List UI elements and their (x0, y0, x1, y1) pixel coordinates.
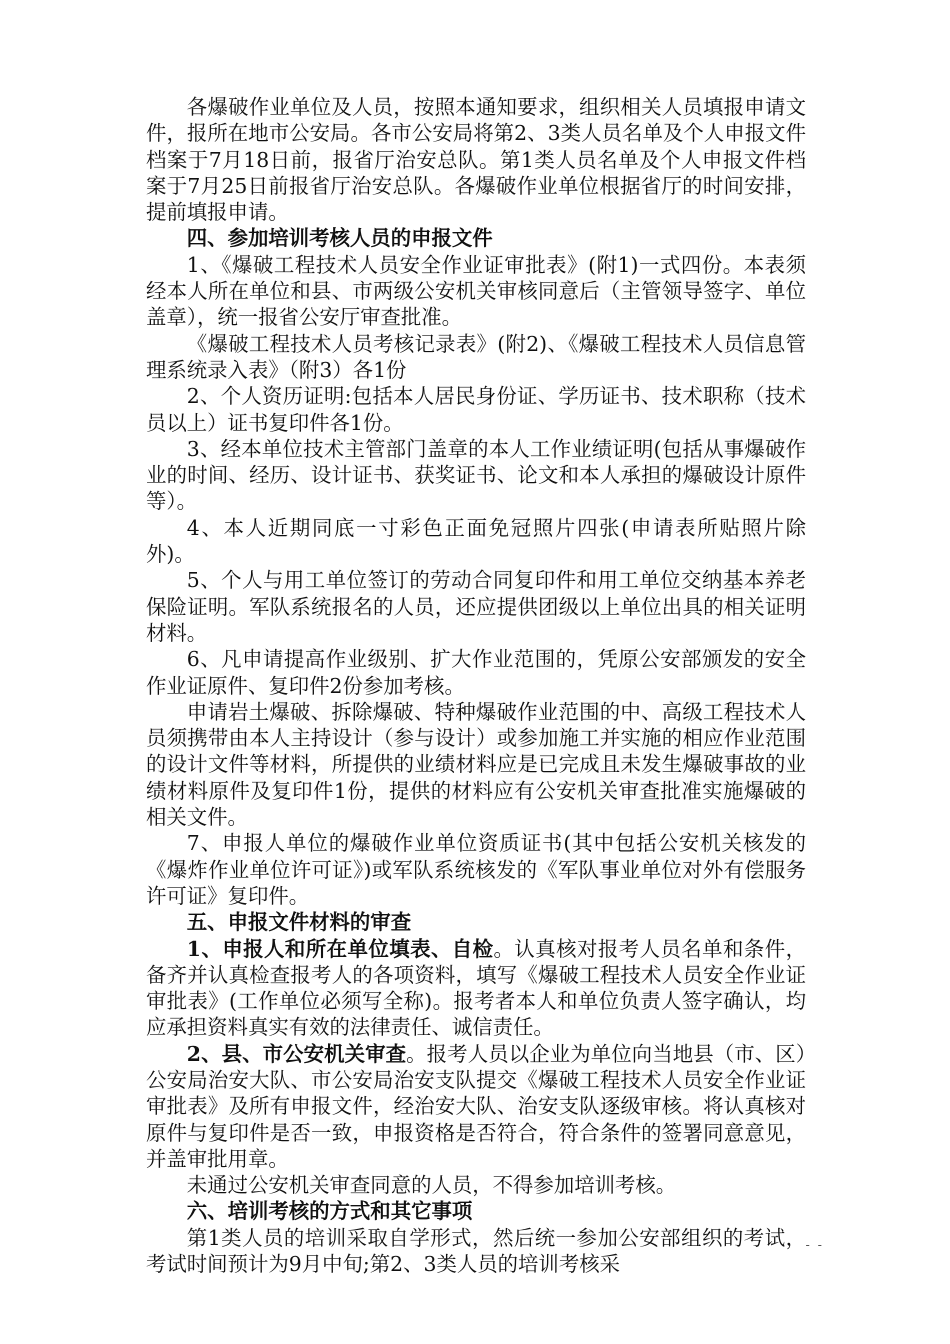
paragraph-item-2: 2、个人资历证明:包括本人居民身份证、学历证书、技术职称（技术员以上）证书复印件各1份。 (146, 384, 806, 435)
paragraph-training: 第1类人员的培训采取自学形式，然后统一参加公安部组织的考试，考试时间预计为9月中旬;第2、3类人员的培训考核采 (146, 1225, 806, 1277)
document-body (146, 94, 806, 1277)
paragraph-item-5: 5、个人与用工单位签订的劳动合同复印件和用工单位交纳基本养老保险证明。军队系统报名的人员，还应提供团级以上单位出具的相关证明材料。 (146, 568, 806, 645)
section-heading-6: 六、培训考核的方式和其它事项 (186, 1199, 473, 1224)
paragraph-item-1-attachments: 《爆破工程技术人员考核记录表》(附2)、《爆破工程技术人员信息管理系统录入表》（附3）各1份 (146, 331, 806, 382)
review-1-text: 。认真核对报考人员名单和条件，备齐并认真检查报考人的各项资料，填写《爆破工程技术人员安全作业证审批表》(工作单位必须写全称)。报考者本人和单位负责人签字确认，均应承担资料真实有效的法律责任、诚信责任。 (146, 936, 807, 1040)
section-heading-4: 四、参加培训考核人员的申报文件 (186, 226, 493, 251)
page-number-mark: - - (805, 1238, 824, 1252)
paragraph-review-1 (146, 936, 806, 1041)
review-2-text: 。报考人员以企业为单位向当地县（市、区）公安局治安大队、市公安局治安支队提交《爆破工程技术人员安全作业证审批表》及所有申报文件，经治安大队、治安支队逐级审核。将认真核对原件与复印件是否一致，申报资格是否符合，符合条件的签署同意意见，并盖审批用章。 (146, 1041, 806, 1171)
paragraph-item-6-note: 申请岩土爆破、拆除爆破、特种爆破作业范围的中、高级工程技术人员须携带由本人主持设计（参与设计）或参加施工并实施的相应作业范围的设计文件等材料，所提供的业绩材料应是已完成且未发生爆破事故的业绩材料原件及复印件1份，提供的材料应有公安机关审查批准实施爆破的相关文件。 (146, 699, 806, 830)
review-1-lead: 1、申报人和所在单位填表、自检 (186, 936, 494, 961)
paragraph-item-4: 4、本人近期同底一寸彩色正面免冠照片四张(申请表所贴照片除外)。 (146, 515, 806, 567)
section-heading-5: 五、申报文件材料的审查 (186, 910, 412, 935)
paragraph-intro: 各爆破作业单位及人员，按照本通知要求，组织相关人员填报申请文件，报所在地市公安局。各市公安局将第2、3类人员名单及个人申报文件档案于7月18日前，报省厅治安总队。第1类人员名单及个人申报文件档案于7月25日前报省厅治安总队。各爆破作业单位根据省厅的时间安排，提前填报申请。 (146, 95, 806, 225)
review-2-lead: 2、县、市公安机关审查 (186, 1041, 407, 1066)
paragraph-item-6: 6、凡申请提高作业级别、扩大作业范围的，凭原公安部颁发的安全作业证原件、复印件2份参加考核。 (146, 647, 806, 698)
paragraph-review-note: 未通过公安机关审查同意的人员，不得参加培训考核。 (186, 1173, 677, 1198)
paragraph-item-3: 3、经本单位技术主管部门盖章的本人工作业绩证明(包括从事爆破作业的时间、经历、设计证书、获奖证书、论文和本人承担的爆破设计原件等）。 (146, 436, 806, 514)
paragraph-review-2 (146, 1041, 806, 1172)
paragraph-item-7: 7、申报人单位的爆破作业单位资质证书(其中包括公安机关核发的《爆炸作业单位许可证》)或军队系统核发的《军队事业单位对外有偿服务许可证》复印件。 (146, 831, 806, 908)
paragraph-item-1: 1、《爆破工程技术人员安全作业证审批表》(附1)一式四份。本表须经本人所在单位和县、市两级公安机关审核同意后（主管领导签字、单位盖章），统一报省公安厅审查批准。 (146, 252, 806, 330)
